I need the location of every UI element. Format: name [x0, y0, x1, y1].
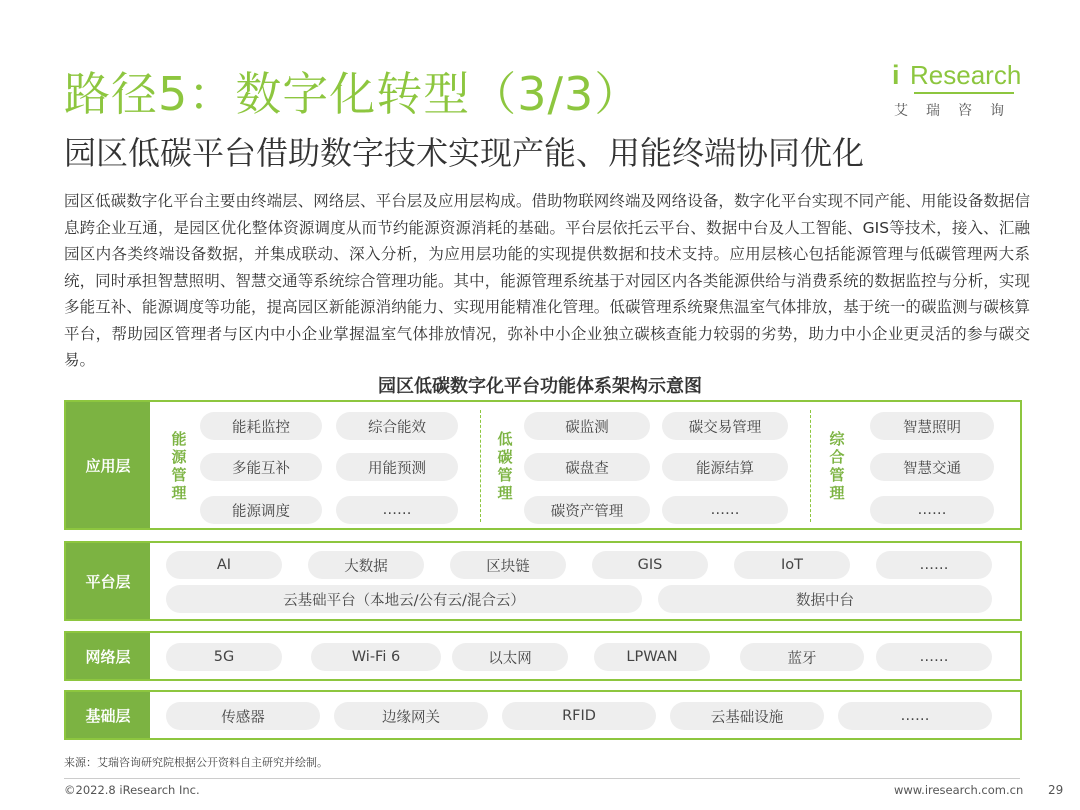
app-item: 碳资产管理 [524, 496, 650, 524]
network-item: …… [876, 643, 992, 671]
network-item: 蓝牙 [740, 643, 864, 671]
group-divider [810, 410, 811, 522]
app-item: 智慧照明 [870, 412, 994, 440]
network-layer-label: 网络层 [66, 633, 150, 679]
network-item: Wi-Fi 6 [311, 643, 441, 671]
platform-item: AI [166, 551, 282, 579]
app-item: 用能预测 [336, 453, 458, 481]
logo-chinese: 艾瑞咨询 [894, 103, 1022, 119]
platform-item: GIS [592, 551, 708, 579]
base-layer [64, 690, 1022, 740]
platform-item: IoT [734, 551, 850, 579]
platform-layer [64, 541, 1022, 621]
base-item: RFID [502, 702, 656, 730]
iresearch-logo [880, 56, 1030, 122]
page-title: 路径5：数字化转型（3/3） [64, 67, 642, 121]
source-note: 来源：艾瑞咨询研究院根据公开资料自主研究并绘制。 [64, 756, 328, 769]
app-item: …… [336, 496, 458, 524]
logo-underline [914, 92, 1014, 94]
base-item: …… [838, 702, 992, 730]
group-divider [480, 410, 481, 522]
app-item: 碳盘查 [524, 453, 650, 481]
app-item: 智慧交通 [870, 453, 994, 481]
platform-item: 区块链 [450, 551, 566, 579]
platform-item: 大数据 [308, 551, 424, 579]
logo-i: i [892, 60, 900, 90]
network-layer [64, 631, 1022, 681]
logo-word: Research [910, 60, 1022, 90]
footer-copyright: ©2022.8 iResearch Inc. [64, 783, 200, 797]
group-label-integrated: 综合管理 [829, 430, 845, 502]
app-item: 碳交易管理 [662, 412, 788, 440]
platform-item-wide: 数据中台 [658, 585, 992, 613]
diagram-title: 园区低碳数字化平台功能体系架构示意图 [378, 376, 702, 397]
page-number: 29 [1048, 783, 1064, 797]
application-layer-label: 应用层 [66, 402, 150, 528]
group-label-carbon: 低碳管理 [497, 430, 513, 502]
body-paragraph: 园区低碳数字化平台主要由终端层、网络层、平台层及应用层构成。借助物联网终端及网络设备，数字化平台实现不同产能、用能设备数据信息跨企业互通，是园区优化整体资源调度从而节约能源资源消耗的基础。平台层依托云平台、数据中台及人工智能、GIS等技术，接入、汇融园区内各类终端设备数据，并集成联动、深入分析，为应用层功能的实现提供数据和技术支持。应用层核心包括能源管理与低碳管理两大系统，同时承担智慧照明、智慧交通等系统综合管理功能。其中，能源管理系统基于对园区内各类能源供给与消费系统的数据监控与分析，实现多能互补、能源调度等功能，提高园区新能源消纳能力、实现用能精准化管理。低碳管理系统聚焦温室气体排放，基于统一的碳监测与碳核算平台，帮助园区管理者与区内中小企业掌握温室气体排放情况，弥补中小企业独立碳核查能力较弱的劣势，助力中小企业更灵活的参与碳交易。 [64, 192, 1030, 369]
platform-item: …… [876, 551, 992, 579]
app-item: …… [662, 496, 788, 524]
platform-item-wide: 云基础平台（本地云/公有云/混合云） [166, 585, 642, 613]
network-item: LPWAN [594, 643, 710, 671]
footer-website: www.iresearch.com.cn [894, 783, 1024, 797]
app-item: 碳监测 [524, 412, 650, 440]
app-item: 能耗监控 [200, 412, 322, 440]
footer-divider [64, 778, 1020, 779]
app-item: 综合能效 [336, 412, 458, 440]
base-item: 云基础设施 [670, 702, 824, 730]
platform-layer-label: 平台层 [66, 543, 150, 619]
group-label-energy: 能源管理 [171, 430, 187, 502]
app-item: 能源调度 [200, 496, 322, 524]
base-item: 传感器 [166, 702, 320, 730]
base-layer-label: 基础层 [66, 692, 150, 738]
app-item: 多能互补 [200, 453, 322, 481]
app-item: …… [870, 496, 994, 524]
app-item: 能源结算 [662, 453, 788, 481]
network-item: 5G [166, 643, 282, 671]
application-layer [64, 400, 1022, 530]
base-item: 边缘网关 [334, 702, 488, 730]
page-subtitle: 园区低碳平台借助数字技术实现产能、用能终端协同优化 [64, 134, 865, 172]
network-item: 以太网 [452, 643, 568, 671]
